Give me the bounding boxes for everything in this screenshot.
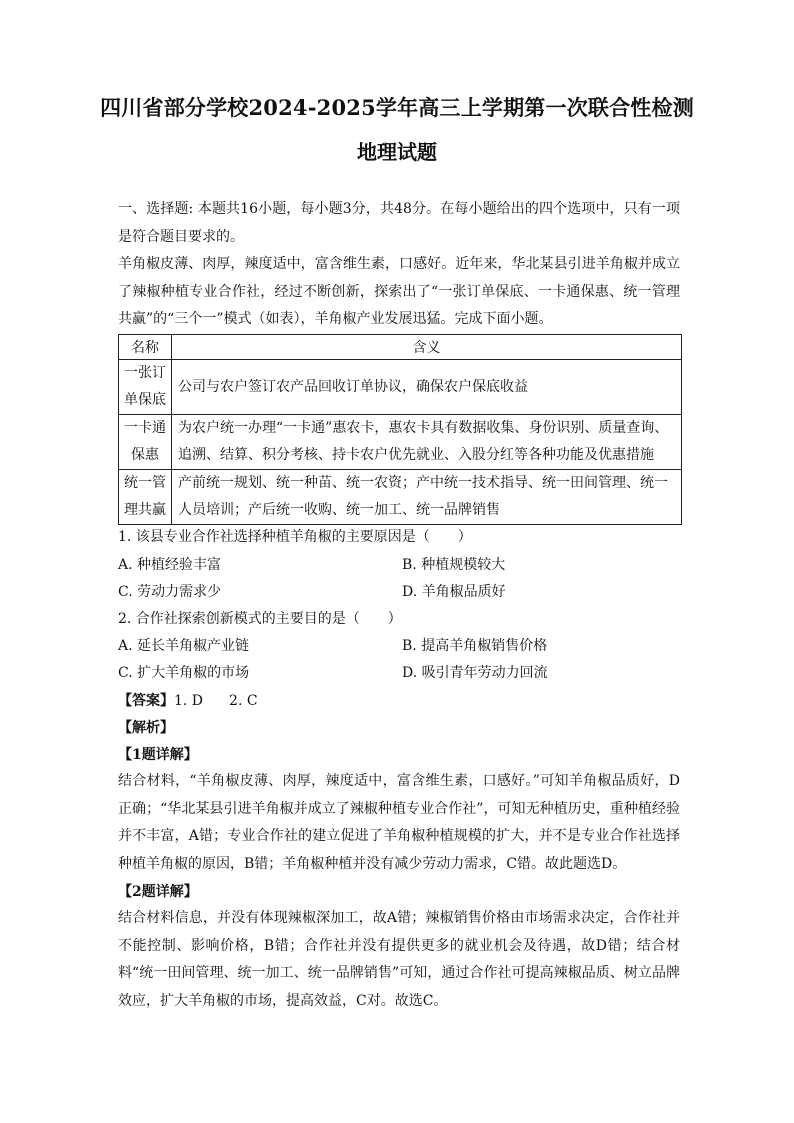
row-desc: 为农户统一办理“一卡通”惠农卡，惠农卡具有数据收集、身份识别、质量查询、追溯、结算、积分考核、持卡农户优先就业、入股分红等各种功能及优惠措施 xyxy=(172,415,682,470)
q2-option-a: A. 延长羊角椒产业链 xyxy=(118,638,250,654)
row-desc: 产前统一规划、统一种苗、统一农资；产中统一技术指导、统一田间管理、统一人员培训；产后统一收购、统一加工、统一品牌销售 xyxy=(172,470,682,525)
section-intro: 一、选择题: 本题共16小题，每小题3分，共48分。在每小题给出的四个选项中，只有一项是符合题目要求的。 xyxy=(118,201,680,245)
q2-option-b: B. 提高羊角椒销售价格 xyxy=(402,638,548,654)
q1-option-a: A. 种植经验丰富 xyxy=(118,557,222,573)
detail-1-text: 结合材料，“羊角椒皮薄、肉厚，辣度适中，富含维生素，口感好。”可知羊角椒品质好，D正确；“华北某县引进羊角椒并成立了辣椒种植专业合作社”，可知无种植历史，重种植经验并不丰富，A错；专业合作社的建立促进了羊角椒种植规模的扩大，并不是专业合作社选择种植羊角椒的原因，B错；羊角椒种植并没有减少劳动力需求，C错。故此题选D。 xyxy=(118,773,680,872)
q1-option-d: D. 羊角椒品质好 xyxy=(402,584,506,600)
answer-label: 【答案】 xyxy=(118,693,174,709)
answer-line xyxy=(118,691,258,711)
row-name: 统一管理共赢 xyxy=(119,470,172,525)
answer-1: 1. D xyxy=(174,693,204,709)
header-meaning: 含义 xyxy=(172,335,682,360)
analysis-label: 【解析】 xyxy=(118,720,174,736)
exam-subject: 地理试题 xyxy=(357,140,437,164)
exam-title: 四川省部分学校2024-2025学年高三上学期第一次联合性检测 xyxy=(100,95,694,120)
q1-option-b: B. 种植规模较大 xyxy=(402,557,506,573)
q1-option-c: C. 劳动力需求少 xyxy=(118,584,222,600)
q2-option-c: C. 扩大羊角椒的市场 xyxy=(118,665,250,681)
material-paragraph: 羊角椒皮薄、肉厚，辣度适中，富含维生素，口感好。近年来，华北某县引进羊角椒并成立了辣椒种植专业合作社，经过不断创新，探索出了“一张订单保底、一卡通保惠、统一管理共赢”的“三个一”模式（如表），羊角椒产业发展迅猛。完成下面小题。 xyxy=(118,256,680,327)
row-name: 一卡通保惠 xyxy=(119,415,172,470)
answer-2: 2. C xyxy=(229,693,258,709)
question-2-stem: 2. 合作社探索创新模式的主要目的是（ ） xyxy=(118,611,402,627)
table-header-row xyxy=(119,335,682,360)
detail-2-label: 【2题详解】 xyxy=(118,884,198,900)
q2-option-d: D. 吸引青年劳动力回流 xyxy=(402,665,548,681)
question-1-stem: 1. 该县专业合作社选择种植羊角椒的主要原因是（ ） xyxy=(118,529,472,545)
header-name: 名称 xyxy=(119,335,172,360)
row-desc: 公司与农户签订农产品回收订单协议，确保农户保底收益 xyxy=(172,360,682,415)
mode-table xyxy=(118,334,682,525)
table-row xyxy=(119,470,682,525)
row-name: 一张订单保底 xyxy=(119,360,172,415)
table-row xyxy=(119,415,682,470)
table-row xyxy=(119,360,682,415)
detail-1-label: 【1题详解】 xyxy=(118,747,198,763)
detail-2-text: 结合材料信息，并没有体现辣椒深加工，故A错；辣椒销售价格由市场需求决定，合作社并不能控制、影响价格，B错；合作社并没有提供更多的就业机会及待遇，故D错；结合材料“统一田间管理、统一加工、统一品牌销售”可知，通过合作社可提高辣椒品质、树立品牌效应，扩大羊角椒的市场，提高效益，C对。故选C。 xyxy=(118,910,680,1009)
